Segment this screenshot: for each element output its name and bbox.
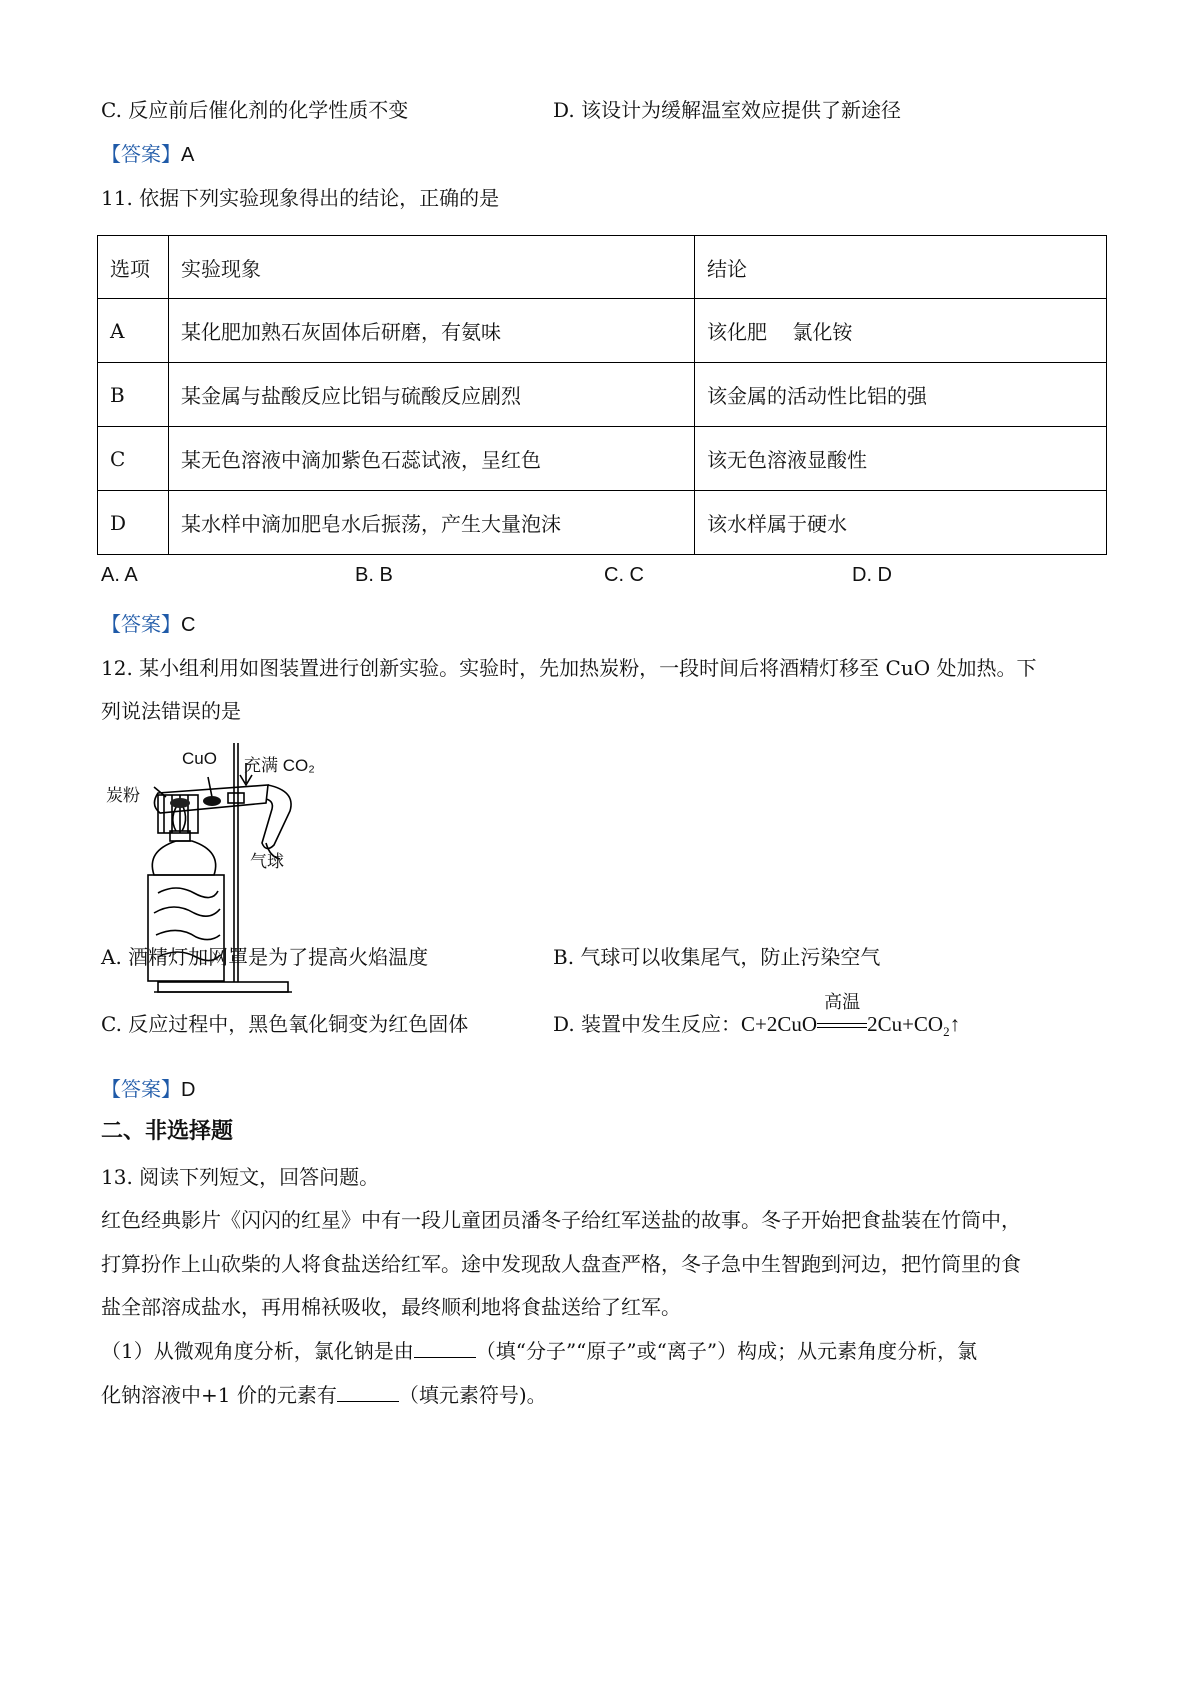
q13-stem: 13. 阅读下列短文，回答问题。 xyxy=(101,1165,380,1189)
table-header-cell: 实验现象 xyxy=(169,236,695,299)
table-cell: B xyxy=(98,363,169,427)
table-cell: A xyxy=(98,299,169,363)
q11-option-a: A. A xyxy=(101,564,138,586)
q13-sub1-line2 xyxy=(101,1379,547,1408)
table-cell: 该金属的活动性比铝的强 xyxy=(695,363,1107,427)
condition-text: 高温 xyxy=(824,992,861,1013)
section-title: 二、非选择题 xyxy=(101,1118,234,1144)
table-cell: 某金属与盐酸反应比铝与硫酸反应剧烈 xyxy=(169,363,695,427)
table-row xyxy=(98,491,1107,555)
q13-sub1-line1 xyxy=(101,1335,977,1364)
label-carbon: 炭粉 xyxy=(106,786,140,805)
q11-option-b: B. B xyxy=(355,564,393,586)
apparatus-figure xyxy=(100,735,360,1015)
q13-paragraph-line2: 打算扮作上山砍柴的人将食盐送给红军。途中发现敌人盘查严格，冬子急中生智跑到河边，把竹筒里的食 xyxy=(101,1252,1021,1276)
q12-option-c: C. 反应过程中，黑色氧化铜变为红色固体 xyxy=(101,1012,469,1036)
answer-value: D xyxy=(181,1079,196,1101)
q10-option-c: C. 反应前后催化剂的化学性质不变 xyxy=(101,98,409,122)
answer-label: 【答案】 xyxy=(101,1077,181,1101)
label-cuo: CuO xyxy=(182,749,217,768)
table-header-row xyxy=(98,236,1107,299)
table-cell: 该水样属于硬水 xyxy=(695,491,1107,555)
sub1-text-b: （填“分子”“原子”或“离子”）构成；从元素角度分析，氯 xyxy=(475,1339,978,1363)
sub1-text-d: （填元素符号)。 xyxy=(398,1383,547,1407)
answer-value: C xyxy=(181,614,196,636)
q12-stem-line2: 列说法错误的是 xyxy=(101,699,241,723)
q12-option-b: B. 气球可以收集尾气，防止污染空气 xyxy=(553,945,881,969)
answer-label: 【答案】 xyxy=(101,142,181,166)
answer-blank[interactable] xyxy=(414,1341,476,1358)
table-row xyxy=(98,299,1107,363)
label-co2: 充满 CO₂ xyxy=(244,756,315,775)
q11-option-c: C. C xyxy=(604,564,644,586)
table-header-cell: 结论 xyxy=(695,236,1107,299)
q11-stem: 11. 依据下列实验现象得出的结论，正确的是 xyxy=(101,186,500,210)
equation-right: 2Cu+CO xyxy=(867,1012,944,1036)
q11-answer xyxy=(101,608,195,637)
table-cell: 该化肥 氯化铵 xyxy=(695,299,1107,363)
q11-option-d: D. D xyxy=(852,564,892,586)
table-row xyxy=(98,363,1107,427)
table-cell: C xyxy=(98,427,169,491)
table-cell: 某化肥加熟石灰固体后研磨，有氨味 xyxy=(169,299,695,363)
label-balloon: 气球 xyxy=(250,852,284,871)
equals-sign xyxy=(817,1023,867,1028)
equation-subscript: 2 xyxy=(943,1024,950,1039)
equation-left: C+2CuO xyxy=(741,1012,818,1036)
q13-paragraph-line1: 红色经典影片《闪闪的红星》中有一段儿童团员潘冬子给红军送盐的故事。冬子开始把食盐装在竹筒中， xyxy=(101,1208,1021,1232)
q12-answer xyxy=(101,1073,195,1102)
q12-option-a: A. 酒精灯加网罩是为了提高火焰温度 xyxy=(101,945,429,969)
equation-condition xyxy=(817,992,867,1036)
table-cell: 该无色溶液显酸性 xyxy=(695,427,1107,491)
q11-table xyxy=(97,235,1107,555)
answer-value: A xyxy=(181,144,195,166)
q10-option-d: D. 该设计为缓解温室效应提供了新途径 xyxy=(553,98,902,122)
table-cell: 某水样中滴加肥皂水后振荡，产生大量泡沫 xyxy=(169,491,695,555)
answer-label: 【答案】 xyxy=(101,612,181,636)
apparatus-drawing xyxy=(100,735,360,1015)
q12-option-d xyxy=(553,992,961,1040)
table-header-cell: 选项 xyxy=(98,236,169,299)
q13-paragraph-line3: 盐全部溶成盐水，再用棉袄吸收，最终顺利地将食盐送给了红军。 xyxy=(101,1295,681,1319)
table-cell: 某无色溶液中滴加紫色石蕊试液，呈红色 xyxy=(169,427,695,491)
sub1-text-a: （1）从微观角度分析，氯化钠是由 xyxy=(101,1339,414,1363)
table-row xyxy=(98,427,1107,491)
q10-answer xyxy=(101,138,194,167)
option-d-prefix: D. 装置中发生反应： xyxy=(553,1012,742,1036)
sub1-text-c: 化钠溶液中+1 价的元素有 xyxy=(101,1383,337,1407)
q12-stem-line1: 12. 某小组利用如图装置进行创新实验。实验时，先加热炭粉，一段时间后将酒精灯移至 CuO 处加热。下 xyxy=(101,656,1037,680)
answer-blank[interactable] xyxy=(337,1385,399,1402)
table-cell: D xyxy=(98,491,169,555)
gas-arrow: ↑ xyxy=(949,1012,961,1036)
